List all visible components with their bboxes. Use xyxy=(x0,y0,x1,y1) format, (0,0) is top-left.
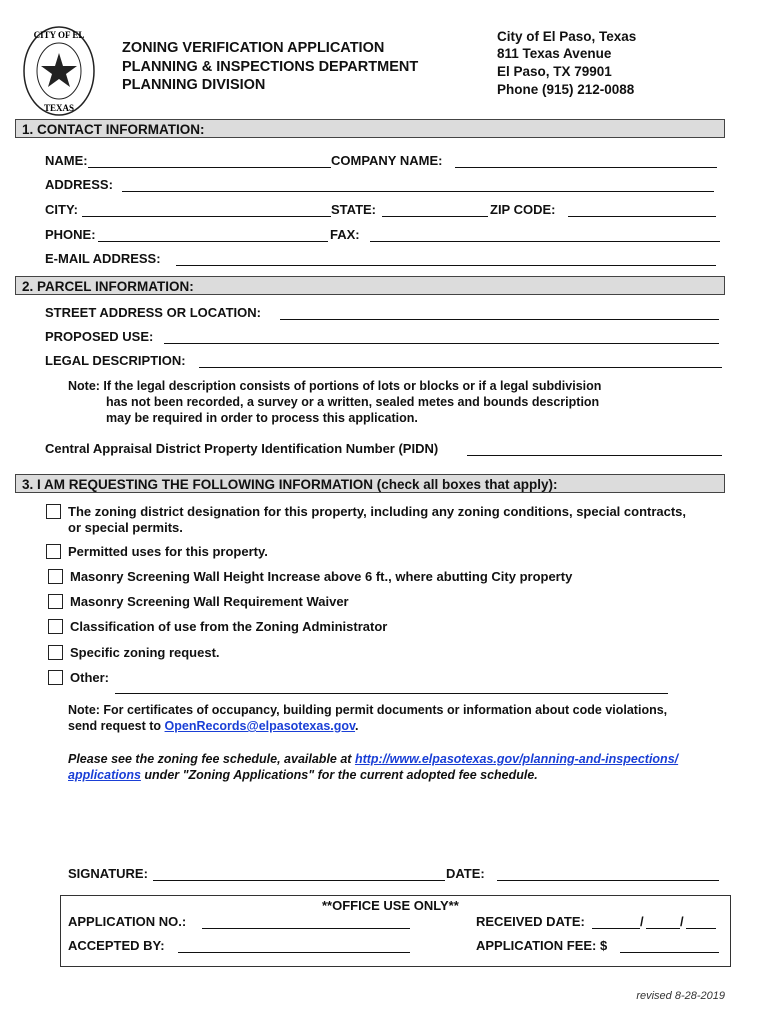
received-day-field[interactable] xyxy=(646,928,680,929)
specific-request-checkbox[interactable] xyxy=(48,645,63,660)
company-label: COMPANY NAME: xyxy=(331,153,443,168)
option-label: Classification of use from the Zoning Administrator xyxy=(70,619,388,634)
email-field[interactable] xyxy=(176,265,716,266)
note-text: send request to xyxy=(68,719,165,733)
signature-field[interactable] xyxy=(153,880,445,881)
office-use-title: **OFFICE USE ONLY** xyxy=(322,898,459,913)
street-label: STREET ADDRESS OR LOCATION: xyxy=(45,305,261,320)
other-field[interactable] xyxy=(115,693,668,694)
division-name: PLANNING DIVISION xyxy=(122,77,266,93)
section-3-header: 3. I AM REQUESTING THE FOLLOWING INFORMATION (check all boxes that apply): xyxy=(15,474,725,493)
wall-height-checkbox[interactable] xyxy=(48,569,63,584)
received-month-field[interactable] xyxy=(592,928,640,929)
option-label: or special permits. xyxy=(68,520,183,535)
option-label: Masonry Screening Wall Requirement Waiver xyxy=(70,594,349,609)
fax-field[interactable] xyxy=(370,241,720,242)
revision-date: revised 8-28-2019 xyxy=(636,990,725,1002)
records-note: Note: For certificates of occupancy, building permit documents or information about code violations, xyxy=(68,703,668,717)
city-field[interactable] xyxy=(82,216,331,217)
signature-label: SIGNATURE: xyxy=(68,866,148,881)
legal-description-field[interactable] xyxy=(199,367,722,368)
fee-text: Please see the zoning fee schedule, available at xyxy=(68,752,355,766)
phone-field[interactable] xyxy=(98,241,328,242)
street-field[interactable] xyxy=(280,319,719,320)
email-label: E-MAIL ADDRESS: xyxy=(45,251,161,266)
fax-label: FAX: xyxy=(330,227,360,242)
option-label: Specific zoning request. xyxy=(70,645,220,660)
zoning-designation-checkbox[interactable] xyxy=(46,504,61,519)
fee-text: under "Zoning Applications" for the current adopted fee schedule. xyxy=(140,768,538,782)
phone-line: Phone (915) 212-0088 xyxy=(497,82,635,97)
accepted-by-field[interactable] xyxy=(178,952,410,953)
form-title: ZONING VERIFICATION APPLICATION xyxy=(122,40,385,56)
svg-text:TEXAS: TEXAS xyxy=(43,103,75,113)
option-label: The zoning district designation for this property, including any zoning conditions, special contracts, xyxy=(68,504,687,519)
application-fee-field[interactable] xyxy=(620,952,719,953)
records-note-line2 xyxy=(68,719,359,733)
date-separator: / xyxy=(640,914,644,929)
legal-note: Note: If the legal description consists of portions of lots or blocks or if a legal subdivision xyxy=(68,379,602,393)
proposed-use-label: PROPOSED USE: xyxy=(45,329,154,344)
legal-note: may be required in order to process this application. xyxy=(106,411,418,425)
option-label: Masonry Screening Wall Height Increase above 6 ft., where abutting City property xyxy=(70,569,573,584)
date-label: DATE: xyxy=(446,866,485,881)
phone-label: PHONE: xyxy=(45,227,96,242)
application-fee-label: APPLICATION FEE: $ xyxy=(476,938,608,953)
other-checkbox[interactable] xyxy=(48,670,63,685)
legal-note: has not been recorded, a survey or a written, sealed metes and bounds description xyxy=(106,395,600,409)
city-seal-logo xyxy=(22,25,96,117)
classification-checkbox[interactable] xyxy=(48,619,63,634)
address-field[interactable] xyxy=(122,191,714,192)
permitted-uses-checkbox[interactable] xyxy=(46,544,61,559)
application-no-field[interactable] xyxy=(202,928,410,929)
option-label: Other: xyxy=(70,670,109,685)
city-label: CITY: xyxy=(45,202,78,217)
note-text: . xyxy=(355,719,359,733)
department-name: PLANNING & INSPECTIONS DEPARTMENT xyxy=(122,59,419,75)
address-label: ADDRESS: xyxy=(45,177,113,192)
name-label: NAME: xyxy=(45,153,88,168)
legal-description-label: LEGAL DESCRIPTION: xyxy=(45,353,186,368)
pidn-label: Central Appraisal District Property Identification Number (PIDN) xyxy=(45,441,439,456)
address-line: City of El Paso, Texas xyxy=(497,29,637,44)
date-field[interactable] xyxy=(497,880,719,881)
address-line: 811 Texas Avenue xyxy=(497,46,612,61)
fee-note xyxy=(68,752,678,766)
fee-note-line2 xyxy=(68,768,538,782)
open-records-email-link[interactable]: OpenRecords@elpasotexas.gov xyxy=(164,719,356,733)
date-separator: / xyxy=(680,914,684,929)
state-field[interactable] xyxy=(382,216,488,217)
section-2-header: 2. PARCEL INFORMATION: xyxy=(15,276,725,295)
application-no-label: APPLICATION NO.: xyxy=(68,914,187,929)
accepted-by-label: ACCEPTED BY: xyxy=(68,938,165,953)
company-field[interactable] xyxy=(455,167,717,168)
option-label: Permitted uses for this property. xyxy=(68,544,268,559)
section-1-header: 1. CONTACT INFORMATION: xyxy=(15,119,725,138)
address-line: El Paso, TX 79901 xyxy=(497,64,612,79)
fee-schedule-link-cont[interactable]: applications xyxy=(68,768,141,782)
wall-waiver-checkbox[interactable] xyxy=(48,594,63,609)
zip-label: ZIP CODE: xyxy=(490,202,556,217)
received-date-label: RECEIVED DATE: xyxy=(476,914,585,929)
zip-field[interactable] xyxy=(568,216,716,217)
fee-schedule-link[interactable]: http://www.elpasotexas.gov/planning-and-inspections/ xyxy=(354,752,679,766)
state-label: STATE: xyxy=(331,202,377,217)
svg-text:CITY OF EL: CITY OF EL xyxy=(33,30,85,40)
pidn-field[interactable] xyxy=(467,455,722,456)
received-year-field[interactable] xyxy=(686,928,716,929)
proposed-use-field[interactable] xyxy=(164,343,719,344)
name-field[interactable] xyxy=(88,167,331,168)
